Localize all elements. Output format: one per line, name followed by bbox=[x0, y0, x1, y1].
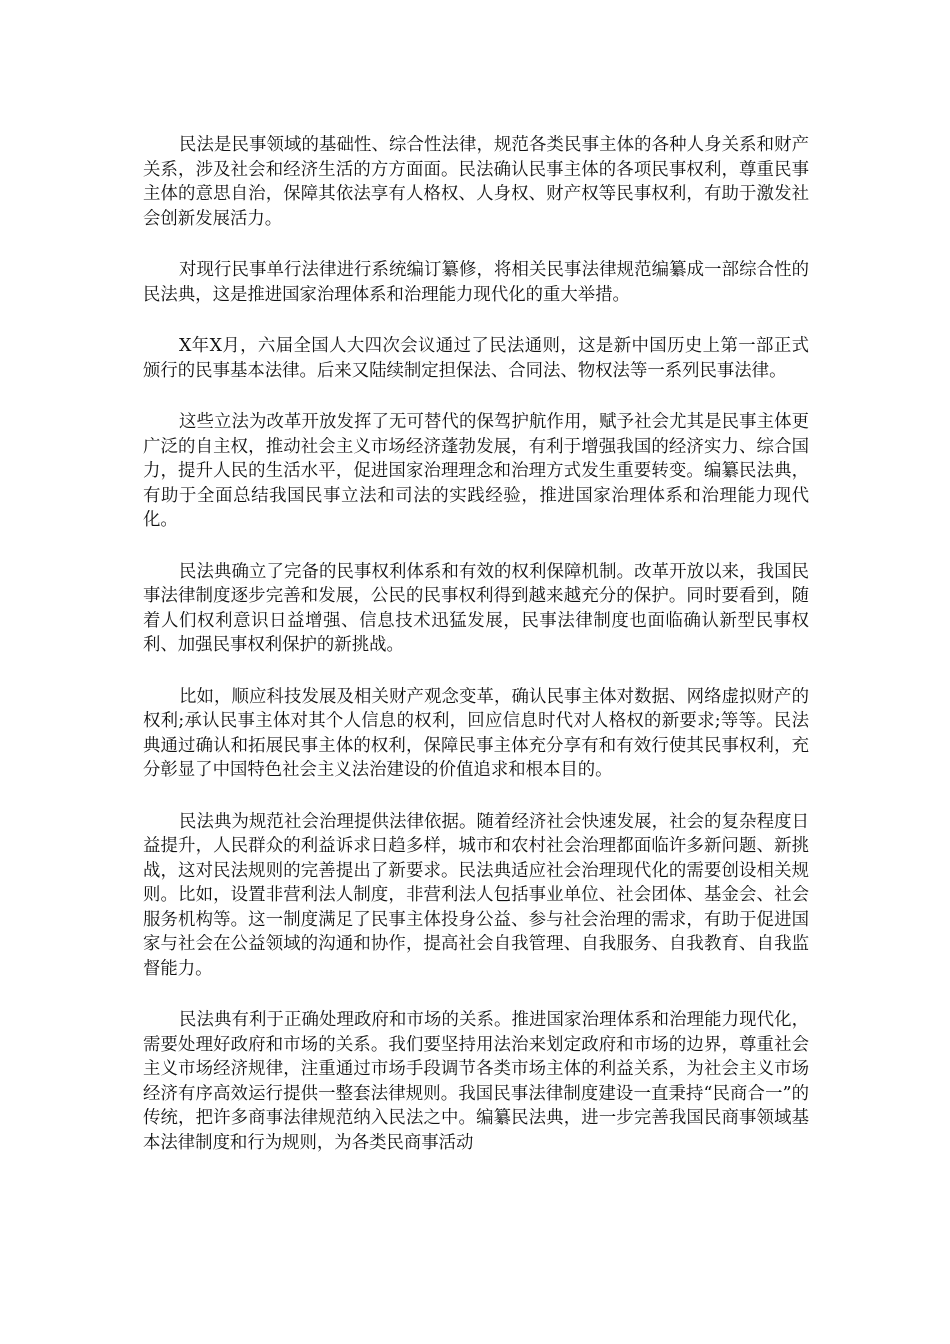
paragraph-3: X年X月，六届全国人大四次会议通过了民法通则，这是新中国历史上第一部正式颁行的民事基本法律。后来又陆续制定担保法、合同法、物权法等一系列民事法律。 bbox=[143, 336, 809, 381]
paragraph-1: 民法是民事领域的基础性、综合性法律，规范各类民事主体的各种人身关系和财产关系，涉及社会和经济生活的方方面面。民法确认民事主体的各项民事权利，尊重民事主体的意思自治，保障其依法享有人格权、人身权、财产权等民事权利，有助于激发社会创新发展活力。 bbox=[143, 135, 809, 229]
paragraph-4: 这些立法为改革开放发挥了无可替代的保驾护航作用，赋予社会尤其是民事主体更广泛的自主权，推动社会主义市场经济蓬勃发展，有利于增强我国的经济实力、综合国力，提升人民的生活水平，促进国家治理理念和治理方式发生重要转变。编纂民法典，有助于全面总结我国民事立法和司法的实践经验，推进国家治理体系和治理能力现代化。 bbox=[143, 412, 809, 530]
paragraph-5: 民法典确立了完备的民事权利体系和有效的权利保障机制。改革开放以来，我国民事法律制度逐步完善和发展，公民的民事权利得到越来越充分的保护。同时要看到，随着人们权利意识日益增强、信息技术迅猛发展，民事法律制度也面临确认新型民事权利、加强民事权利保护的新挑战。 bbox=[143, 561, 809, 655]
paragraph-8: 民法典有利于正确处理政府和市场的关系。推进国家治理体系和治理能力现代化，需要处理好政府和市场的关系。我们要坚持用法治来划定政府和市场的边界，尊重社会主义市场经济规律，注重通过市场手段调节各类市场主体的利益关系，为社会主义市场经济有序高效运行提供一整套法律规则。我国民事法律制度建设一直秉持“民商合一”的传统，把许多商事法律规范纳入民法之中。编纂民法典，进一步完善我国民商事领域基本法律制度和行为规则，为各类民商事活动 bbox=[143, 1010, 809, 1153]
paragraph-6: 比如，顺应科技发展及相关财产观念变革，确认民事主体对数据、网络虚拟财产的权利;承认民事主体对其个人信息的权利，回应信息时代对人格权的新要求;等等。民法典通过确认和拓展民事主体的权利，保障民事主体充分享有和有效行使其民事权利，充分彰显了中国特色社会主义法治建设的价值追求和根本目的。 bbox=[143, 686, 809, 780]
paragraph-2: 对现行民事单行法律进行系统编订纂修，将相关民事法律规范编纂成一部综合性的民法典，这是推进国家治理体系和治理能力现代化的重大举措。 bbox=[143, 260, 809, 305]
document-body bbox=[143, 133, 809, 1182]
paragraph-7: 民法典为规范社会治理提供法律依据。随着经济社会快速发展，社会的复杂程度日益提升，人民群众的利益诉求日趋多样，城市和农村社会治理都面临许多新问题、新挑战，这对民法规则的完善提出了新要求。民法典适应社会治理现代化的需要创设相关规则。比如，设置非营利法人制度，非营利法人包括事业单位、社会团体、基金会、社会服务机构等。这一制度满足了民事主体投身公益、参与社会治理的需求，有助于促进国家与社会在公益领域的沟通和协作，提高社会自我管理、自我服务、自我教育、自我监督能力。 bbox=[143, 811, 809, 979]
